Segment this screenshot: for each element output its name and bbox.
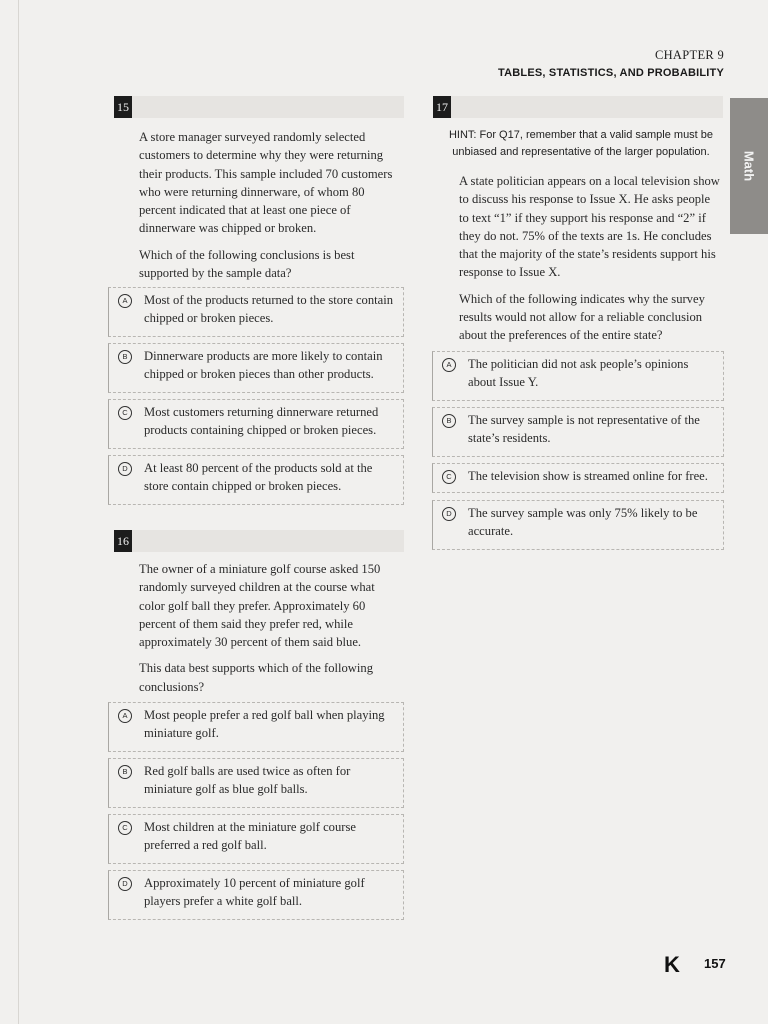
q16-choice-c[interactable] — [108, 814, 404, 864]
question-number: 16 — [114, 530, 132, 552]
question-number: 17 — [433, 96, 451, 118]
choice-text: Most customers returning dinnerware returned products containing chipped or broken pieces. — [144, 405, 379, 438]
chapter-label: CHAPTER 9 — [654, 48, 724, 62]
question-number: 15 — [114, 96, 132, 118]
question-17-header — [433, 96, 723, 118]
choice-text: Red golf balls are used twice as often for miniature golf as blue golf balls. — [144, 764, 351, 797]
section-title: TABLES, STATISTICS, AND PROBABILITY — [498, 67, 724, 79]
choice-text: At least 80 percent of the products sold at the store contain chipped or broken pieces. — [144, 461, 373, 494]
q17-choice-d[interactable] — [432, 500, 724, 550]
choice-letter: D — [118, 462, 132, 476]
choice-letter: A — [442, 358, 456, 372]
choice-text: Dinnerware products are more likely to contain chipped or broken pieces than other products. — [144, 349, 383, 382]
choice-letter: C — [442, 470, 456, 484]
q17-choice-c[interactable] — [432, 463, 724, 493]
choice-letter: A — [118, 294, 132, 308]
page-edge — [18, 0, 19, 1024]
page-number: 157 — [704, 956, 726, 971]
q17-choice-b[interactable] — [432, 407, 724, 457]
question-16-header — [114, 530, 404, 552]
choice-letter: B — [118, 765, 132, 779]
stem-text: A store manager surveyed randomly selected customers to determine why they were returning their products. This sample included 70 customers who were returning dinnerware, of whom 80 percent indicated that at least one piece of dinnerware was chipped or broken. — [139, 130, 393, 236]
kaplan-logo: K — [664, 952, 680, 977]
q15-choice-a[interactable] — [108, 287, 404, 337]
choice-letter: C — [118, 821, 132, 835]
stem-text: The owner of a miniature golf course asked 150 randomly surveyed children at the course what color golf ball they prefer. Approximately 60 percent of them said they prefer red, while approximately 30 percent of them said blue. — [139, 562, 381, 650]
question-prompt: Which of the following conclusions is best supported by the sample data? — [139, 247, 355, 281]
question-prompt: Which of the following indicates why the survey results would not allow for a reliable conclusion about the preferences of the entire state? — [459, 291, 705, 343]
choice-text: The survey sample was only 75% likely to be accurate. — [468, 506, 698, 539]
choice-text: Approximately 10 percent of miniature golf players prefer a white golf ball. — [144, 876, 365, 909]
question-16-stem — [139, 560, 401, 704]
choice-letter: B — [442, 414, 456, 428]
choice-text: Most children at the miniature golf course preferred a red golf ball. — [144, 820, 356, 853]
q15-choice-c[interactable] — [108, 399, 404, 449]
choice-letter: A — [118, 709, 132, 723]
q17-choice-a[interactable] — [432, 351, 724, 401]
stem-text: A state politician appears on a local television show to discuss his response to Issue X. He asks people to text “1” if they support his response and “2” if they do not. 75% of the texts are 1s. He concludes that the majority of the state’s residents support his response to Issue X. — [459, 174, 720, 280]
q16-choice-a[interactable] — [108, 702, 404, 752]
choice-letter: C — [118, 406, 132, 420]
math-side-tab — [730, 98, 768, 234]
choice-letter: D — [442, 507, 456, 521]
hint-text: HINT: For Q17, remember that a valid sample must be unbiased and representative of the larger population. — [448, 129, 714, 158]
choice-text: The survey sample is not representative of the state’s residents. — [468, 413, 700, 446]
choice-text: The politician did not ask people’s opinions about Issue Y. — [468, 357, 689, 390]
side-tab-label: Math — [741, 150, 757, 182]
q16-choice-b[interactable] — [108, 758, 404, 808]
choice-letter: B — [118, 350, 132, 364]
choice-letter: D — [118, 877, 132, 891]
question-15-header — [114, 96, 404, 118]
choice-text: Most people prefer a red golf ball when playing miniature golf. — [144, 708, 385, 741]
q16-choice-d[interactable] — [108, 870, 404, 920]
question-17-stem — [459, 172, 721, 353]
choice-text: Most of the products returned to the store contain chipped or broken pieces. — [144, 293, 394, 326]
question-15-stem — [139, 128, 401, 290]
question-prompt: This data best supports which of the following conclusions? — [139, 661, 373, 694]
choice-text: The television show is streamed online for free. — [468, 469, 708, 483]
running-header — [498, 48, 724, 79]
q15-choice-b[interactable] — [108, 343, 404, 393]
q15-choice-d[interactable] — [108, 455, 404, 505]
